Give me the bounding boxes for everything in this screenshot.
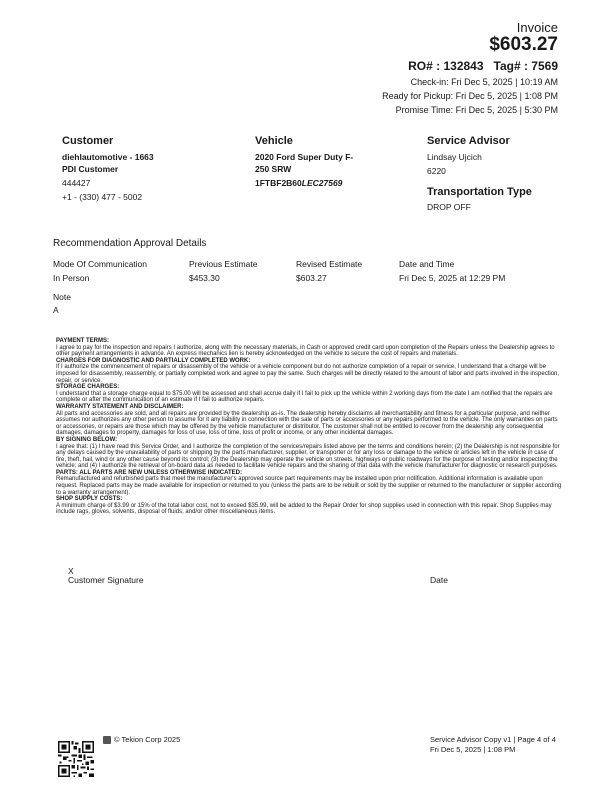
customer-name: diehlautomotive - 1663	[62, 152, 154, 162]
customer-type: PDI Customer	[62, 164, 119, 174]
terms-text: A minimum charge of $3.99 or 15% of the total labor cost, not to exceed $35.99, will be added to the Repair Order for shop supplies used in connection with this repair. Shop Supplies may include rags, gloves, solvents, disposal of fluids, and/or other miscellaneous items.	[56, 502, 552, 516]
footer-copy-page: Service Advisor Copy v1 | Page 4 of 4	[430, 735, 556, 744]
terms-heading: WARRANTY STATEMENT AND DISCLAIMER:	[56, 403, 184, 410]
approval-mode-value: In Person	[53, 273, 90, 283]
terms-heading: CHARGES FOR DIAGNOSTIC AND PARTIALLY COMPLETED WORK:	[56, 357, 251, 364]
copyright-text: © Tekion Corp 2025	[114, 735, 181, 744]
approval-header-datetime: Date and Time	[399, 259, 455, 269]
approval-previous-value: $453.30	[189, 273, 220, 283]
terms-text: I agree that: (1) I have read this Service Order, and I authorize the completion of the services/repairs listed above per the terms and conditions herein; (2) the Dealership is not responsible for any delays caused by the unavailability of parts or shipping by the parts manufacturer, supplier, or transporter or for any loss or damage to the vehicle or articles left in the vehicle in case of fire, theft, hail, wind or any other cause beyond its control; (3) the Dealership may operate the vehicle on streets, highways or public roadways for the purpose of testing and/or inspecting the vehicle; and (4) I authorize the retrieval of on-board data as needed to facilitate vehicle repairs and the sharing of that data with the vehicle manufacturer for diagnostic or research purposes.	[56, 443, 560, 470]
terms-text: I agree to pay for the inspection and repairs I authorize, along with the necessary materials, in Cash or approved credit card upon completion of the Repairs unless the Dealership agrees to other payment arrangements in advance. An express mechanics lien is hereby acknowledged on the vehicle to secure the cost of repairs and materials.	[56, 344, 555, 358]
terms-text: If I authorize the commencement of repairs or disassembly of the vehicle or a vehicle component but do not authorize completion of a repair or service, I understand that a charge will be imposed for disassembly, reassembly, or partially completed work and agree to pay the same. Such charges will be directly related to the amount of labor and parts involved in the inspection, repair, or service.	[56, 364, 560, 384]
qr-code-icon	[58, 741, 94, 777]
approval-header-previous: Previous Estimate	[189, 259, 258, 269]
customer-id: 444427	[62, 178, 91, 188]
vehicle-desc-line1: 2020 Ford Super Duty F-	[255, 152, 354, 162]
invoice-title: Invoice	[516, 20, 558, 35]
terms-heading: SHOP SUPPLY COSTS:	[56, 496, 123, 503]
footer-timestamp: Fri Dec 5, 2025 | 1:08 PM	[430, 745, 516, 754]
terms-heading: STORAGE CHARGES:	[56, 384, 120, 391]
terms-text: All parts and accessories are sold, and all repairs are provided by the dealership as-is. The dealership hereby disclaims all merchantability and fitness for a particular purpose, and neither assumes nor authorizes any other person to assume for it any liability in connection with the sale of parts or accessories or any repairs performed to the vehicle. The only warranties on parts or accessories, or repairs are those which may be offered by the vehicle manufacturer or distributor. The customer shall not be entitled to recover from the dealership any consequential damages, damages to property, damages for loss of use, loss of time, loss of profit or income, or any other incidental damages.	[56, 410, 558, 437]
vehicle-vin	[255, 177, 375, 189]
approval-revised-value: $603.27	[296, 273, 327, 283]
invoice-amount: $603.27	[489, 34, 558, 55]
vehicle-title: Vehicle	[255, 135, 293, 147]
terms-text: I understand that a storage charge equal to $75.00 will be assessed and shall accrue daily if I fail to pick up the vehicle within 2 working days from the date I am notified that the repairs are complete or after the communication of an estimate if I fail to authorize repairs.	[56, 390, 553, 404]
date-label: Date	[430, 575, 448, 585]
note-label: Note	[53, 292, 71, 302]
advisor-name: Lindsay Ujcich	[427, 152, 482, 162]
terms-text: Remanufactured and refurbished parts that meet the manufacturer's approved source part requirements may be installed upon prior notification. Additional information is available upon request. Replaced parts may be made available for inspection or returned to you (unless the parts are to be rebuilt or sold by the supplier or returned to the manufacturer or supplier according to a warranty arrangement).	[56, 476, 562, 496]
terms-heading: BY SIGNING BELOW:	[56, 436, 118, 443]
terms-heading: PARTS: ALL PARTS ARE NEW UNLESS OTHERWISE INDICATED:	[56, 469, 243, 476]
ro-tag-number: RO# : 132843 Tag# : 7569	[408, 59, 558, 73]
ready-for-pickup-time: Ready for Pickup: Fri Dec 5, 2025 | 1:08 PM	[382, 91, 558, 101]
promise-time: Promise Time: Fri Dec 5, 2025 | 5:30 PM	[395, 105, 558, 115]
note-value: A	[53, 305, 59, 315]
terms-heading: PAYMENT TERMS:	[56, 338, 110, 344]
footer-copyright	[103, 735, 180, 744]
vin-prefix: 1FTBF2B60	[255, 178, 302, 188]
transport-title: Transportation Type	[427, 186, 532, 198]
approval-title: Recommendation Approval Details	[53, 238, 207, 249]
vin-suffix: LEC27569	[301, 178, 343, 188]
vehicle-desc-line2: 250 SRW	[255, 164, 292, 174]
transport-value: DROP OFF	[427, 202, 471, 212]
vehicle-section	[255, 135, 375, 189]
customer-title: Customer	[62, 135, 114, 147]
approval-header-revised: Revised Estimate	[296, 259, 363, 269]
signature-x-mark: X	[68, 566, 74, 576]
terms-and-conditions	[56, 338, 564, 516]
customer-signature-label: Customer Signature	[68, 575, 144, 585]
tekion-logo-icon	[103, 736, 111, 744]
advisor-section	[427, 135, 567, 213]
customer-section	[62, 135, 222, 203]
checkin-time: Check-in: Fri Dec 5, 2025 | 10:19 AM	[410, 77, 558, 87]
advisor-title: Service Advisor	[427, 135, 510, 147]
approval-datetime-value: Fri Dec 5, 2025 at 12:29 PM	[399, 273, 506, 283]
advisor-id: 6220	[427, 166, 446, 176]
customer-phone: +1 - (330) 477 - 5002	[62, 192, 143, 202]
approval-header-mode: Mode Of Communication	[53, 259, 148, 269]
